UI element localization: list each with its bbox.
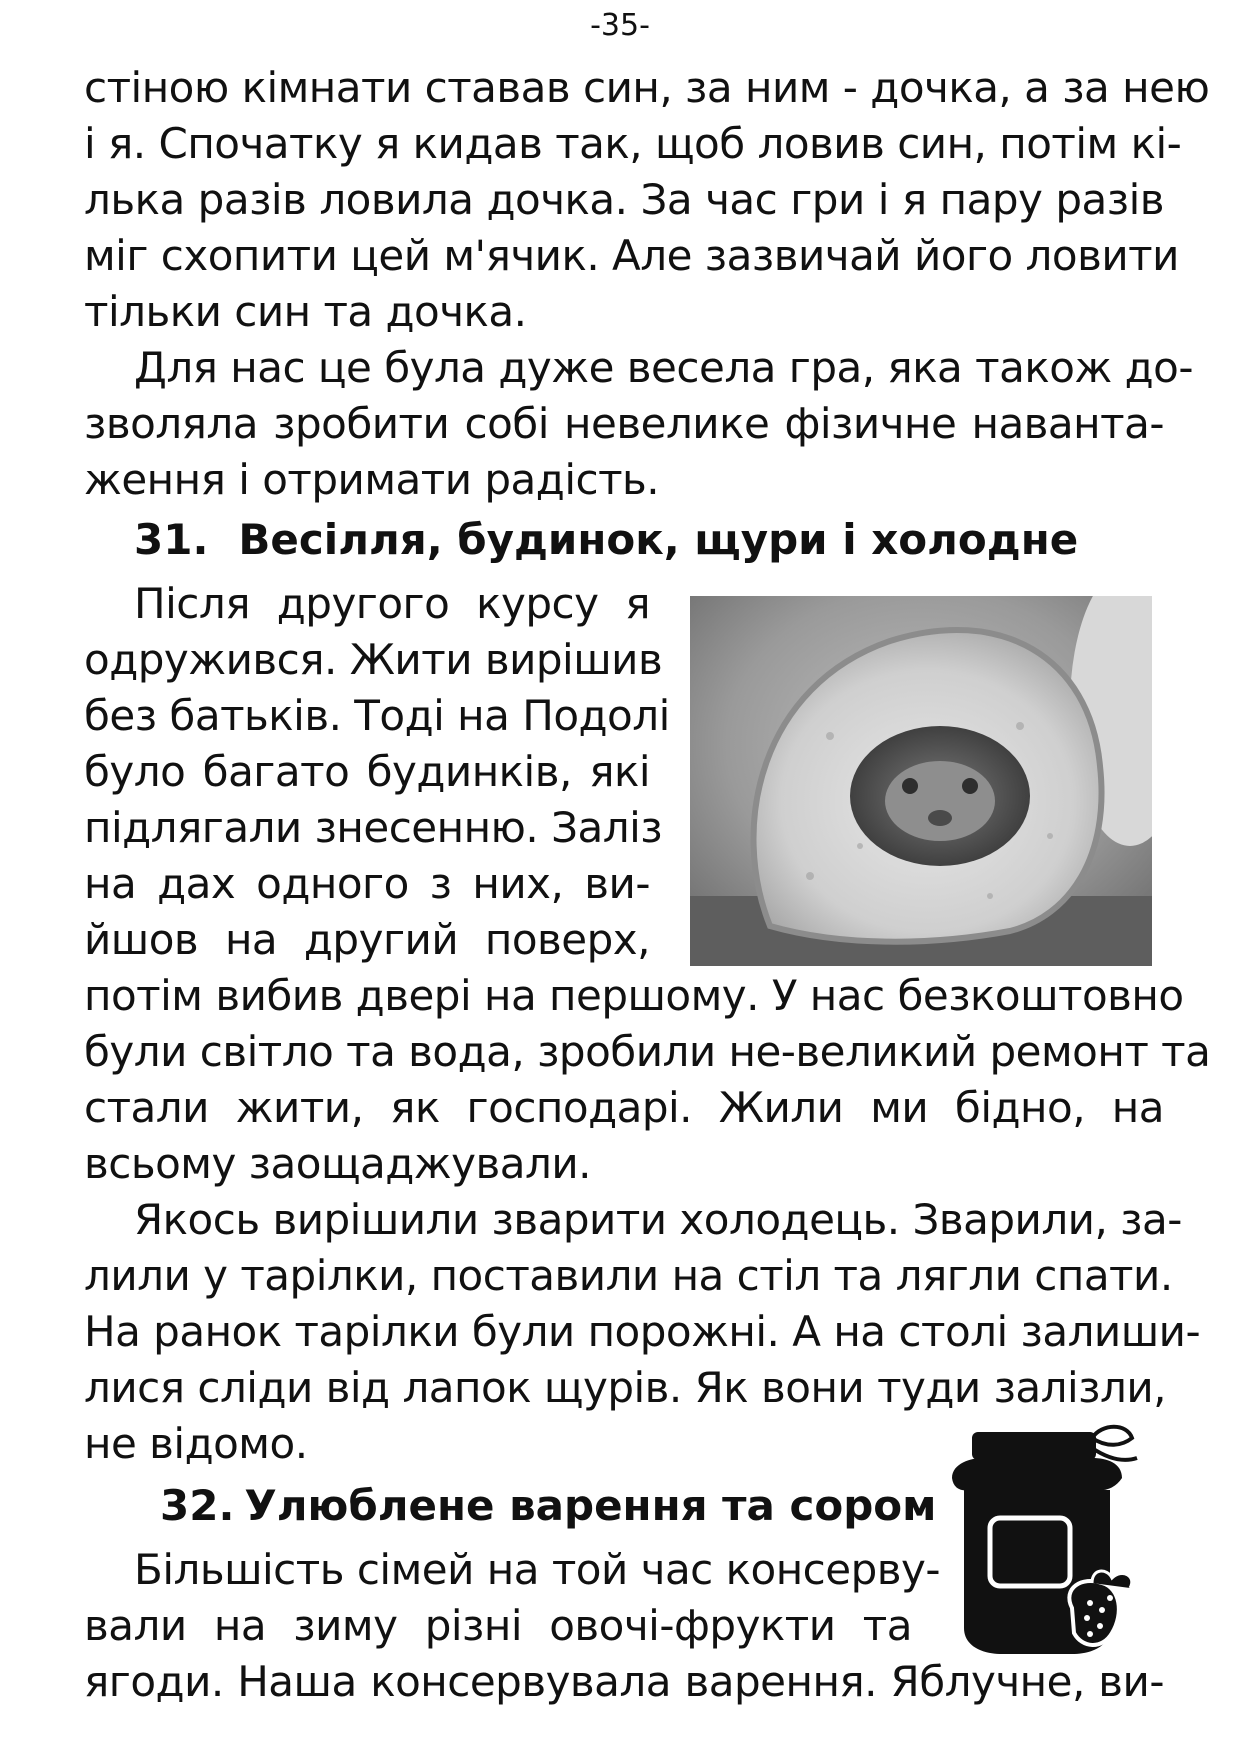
text-line: Для нас це була дуже весела гра, яка також до- <box>134 343 1193 392</box>
text-line: не відомо. <box>84 1419 308 1468</box>
text-line: На ранок тарілки були порожні. А на столі залиши- <box>84 1307 1201 1356</box>
text-line: на дах одного з них, ви- <box>84 859 650 908</box>
text-line: ягоди. Наша консервувала варення. Яблучне, ви- <box>84 1657 1164 1706</box>
section-number: 31. <box>134 515 209 564</box>
bread-rat-photo <box>690 596 1152 966</box>
text-line: вали на зиму різні овочі-фрукти та <box>84 1601 912 1650</box>
text-line: всьому заощаджували. <box>84 1139 591 1188</box>
text-line: Після другого курсу я <box>134 579 650 628</box>
section-title: Улюблене варення та сором <box>244 1481 937 1530</box>
section-number: 32. <box>160 1481 235 1530</box>
text-line: потім вибив двері на першому. У нас безкоштовно <box>84 971 1184 1020</box>
text-line: стіною кімнати ставав син, за ним - дочка, а за нею <box>84 63 1210 112</box>
page-number: -35- <box>590 8 650 43</box>
text-line: міг схопити цей м'ячик. Але зазвичай його ловити <box>84 231 1179 280</box>
jam-jar-icon <box>942 1418 1142 1656</box>
text-line: зволяла зробити собі невелике фізичне наванта- <box>84 399 1164 448</box>
text-line: підлягали знесенню. Заліз <box>84 803 663 852</box>
text-line: ження і отримати радість. <box>84 455 660 504</box>
text-line: були світло та вода, зробили не-великий ремонт та <box>84 1027 1211 1076</box>
text-line: лися сліди від лапок щурів. Як вони туди залізли, <box>84 1363 1166 1412</box>
section-title: Весілля, будинок, щури і холодне <box>238 515 1079 564</box>
text-line: лька разів ловила дочка. За час гри і я пару разів <box>84 175 1164 224</box>
section-heading-32 <box>160 1478 936 1534</box>
text-line: Якось вирішили зварити холодець. Зварили, за- <box>134 1195 1182 1244</box>
text-line: тільки син та дочка. <box>84 287 527 336</box>
text-line: Більшість сімей на той час консерву- <box>134 1545 941 1594</box>
text-line: стали жити, як господарі. Жили ми бідно, на <box>84 1083 1164 1132</box>
text-line: було багато будинків, які <box>84 747 650 796</box>
text-line: одружився. Жити вирішив <box>84 635 663 684</box>
text-line: без батьків. Тоді на Подолі <box>84 691 670 740</box>
text-line: йшов на другий поверх, <box>84 915 650 964</box>
text-line: лили у тарілки, поставили на стіл та лягли спати. <box>84 1251 1173 1300</box>
text-line: і я. Спочатку я кидав так, щоб ловив син, потім кі- <box>84 119 1182 168</box>
section-heading-31 <box>134 512 1078 568</box>
